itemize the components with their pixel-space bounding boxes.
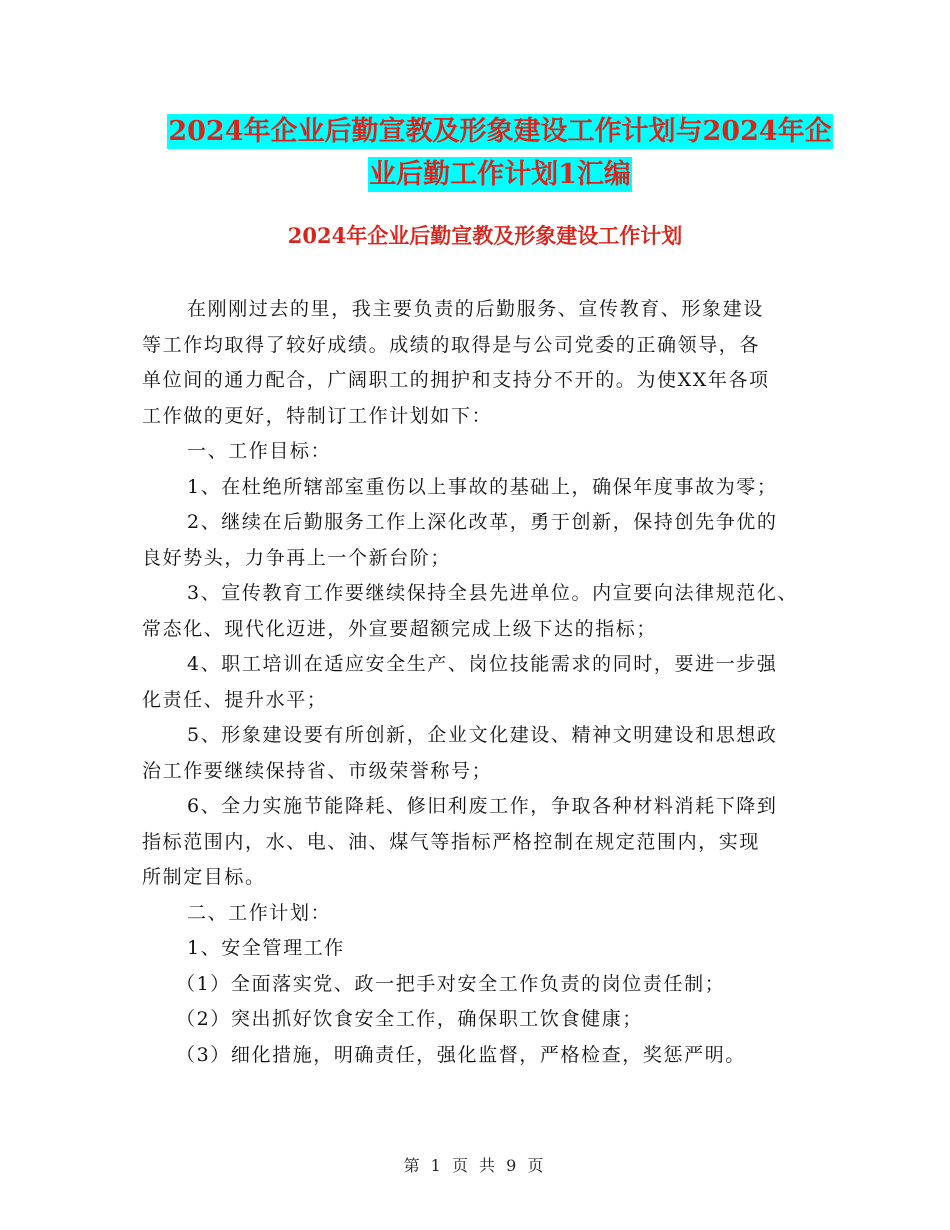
goal-item-1: 1、在杜绝所辖部室重伤以上事故的基础上，确保年度事故为零；: [187, 475, 778, 498]
goal-item-4-cont: 化责任、提升水平；: [142, 688, 328, 711]
heading-work-goals: 一、工作目标：: [187, 440, 332, 462]
plan-subitem-3: （3）细化措施，明确责任，强化监督，严格检查，奖惩严明。: [176, 1043, 746, 1066]
goal-item-6: 6、全力实施节能降耗、修旧利废工作，争取各种材料消耗下降到: [187, 795, 778, 817]
plan-item-1: 1、安全管理工作: [187, 937, 345, 959]
title-highlight-1: 2024年企业后勤宣教及形象建设工作计划与2024年企: [168, 116, 832, 147]
plan-subitem-2: （2）突出抓好饮食安全工作，确保职工饮食健康；: [176, 1008, 643, 1030]
goal-item-6-cont: 指标范围内，水、电、油、煤气等指标严格控制在规定范围内，实现: [142, 830, 761, 853]
goal-item-3: 3、宣传教育工作要继续保持全县先进单位。内宣要向法律规范化、: [187, 582, 799, 604]
document-title-line-1: [140, 111, 860, 153]
goal-item-4: 4、职工培训在适应安全生产、岗位技能需求的同时，要进一步强: [187, 653, 778, 675]
document-title-line-2: [140, 154, 860, 196]
page-footer: 第 1 页 共 9 页: [403, 1156, 547, 1175]
paragraph-line: 工作做的更好，特制订工作计划如下：: [142, 404, 493, 427]
goal-item-6-cont: 所制定目标。: [142, 866, 266, 888]
goal-item-5: 5、形象建设要有所创新，企业文化建设、精神文明建设和思想政: [187, 724, 778, 746]
paragraph-line: 等工作均取得了较好成绩。成绩的取得是与公司党委的正确领导，各: [142, 333, 761, 356]
plan-subitem-1: （1）全面落实党、政一把手对安全工作负责的岗位责任制；: [176, 972, 726, 995]
goal-item-2: 2、继续在后勤服务工作上深化改革，勇于创新，保持创先争优的: [187, 511, 778, 533]
heading-work-plan: 二、工作计划：: [187, 901, 332, 924]
goal-item-3-cont: 常态化、现代化迈进，外宣要超额完成上级下达的指标；: [142, 617, 658, 640]
paragraph-line: 单位间的通力配合，广阔职工的拥护和支持分不开的。为使XX年各项: [142, 369, 770, 391]
paragraph-line: 在刚刚过去的里，我主要负责的后勤服务、宣传教育、形象建设: [187, 298, 764, 320]
title-highlight-2: 业后勤工作计划1汇编: [369, 159, 631, 190]
section-title: 2024年企业后勤宣教及形象建设工作计划: [287, 223, 683, 248]
body-text: [142, 292, 822, 1073]
goal-item-5-cont: 治工作要继续保持省、市级荣誉称号；: [142, 759, 493, 782]
goal-item-2-cont: 良好势头，力争再上一个新台阶；: [142, 546, 452, 569]
